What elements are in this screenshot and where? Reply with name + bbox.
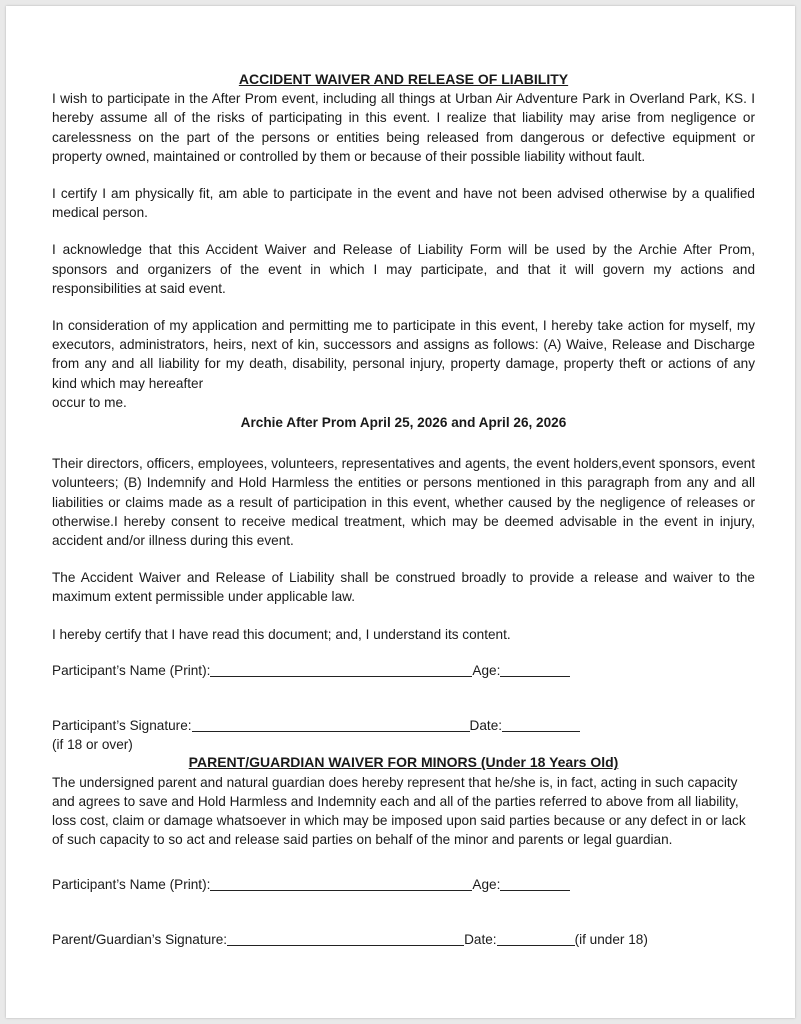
participant-date-label: Date: [469, 718, 503, 734]
document-content [52, 70, 755, 949]
participant-name-row [52, 661, 755, 680]
waiver-paragraph-certify: I hereby certify that I have read this document; and, I understand its content. [52, 626, 511, 642]
waiver-paragraph-construed: The Accident Waiver and Release of Liability shall be construed broadly to provide a release and waiver to the maximum extent permissible under applicable law. [52, 570, 755, 605]
waiver-paragraph-indemnify: Their directors, officers, employees, volunteers, representatives and agents, the event holders,event sponsors, event volunteers; (B) Indemnify and Hold Harmless the entities or persons mentioned in this paragraph from any and all liabilities or claims made as a result of participation in this event, whether caused by the negligence of releases or otherwise.I hereby consent to receive medical treatment, which may be deemed advisable in the event in injury, accident and/or illness during this event. [52, 456, 755, 549]
if-under-18-note: (if under 18) [574, 931, 648, 947]
waiver-paragraph-fitness: I certify I am physically fit, am able to participate in the event and have not been advised otherwise by a qualified medical person. [52, 186, 755, 221]
guardian-signature-label: Parent/Guardian’s Signature: [52, 931, 228, 947]
guardian-participant-name-row [52, 875, 755, 894]
participant-age-field[interactable] [500, 662, 570, 677]
waiver-paragraph-acknowledge: I acknowledge that this Accident Waiver and Release of Liability Form will be used by the Archie After Prom, sponsors and organizers of the event in which I may participate, and that it will govern my actions and responsibilities at said event. [52, 242, 755, 296]
participant-name-field[interactable] [210, 662, 472, 677]
participant-signature-label: Participant’s Signature: [52, 718, 192, 734]
waiver-paragraph-risks: I wish to participate in the After Prom event, including all things at Urban Air Adventure Park in Overland Park, KS. I hereby assume all of the risks of participating in this event. I realize that liability may arise from negligence or carelessness on the part of the persons or entities being released from dangerous or defective equipment or property owned, maintained or controlled by them or because of their possible liability without fault. [52, 91, 755, 164]
guardian-participant-name-label: Participant’s Name (Print): [52, 876, 211, 892]
guardian-title: PARENT/GUARDIAN WAIVER FOR MINORS (Under 18 Years Old) [188, 754, 619, 771]
guardian-date-field[interactable] [497, 931, 575, 946]
guardian-paragraph: The undersigned parent and natural guardian does hereby represent that he/she is, in fact, acting in such capacity and agrees to save and Hold Harmless and Indemnity each and all of the parties referred to above from all liability, loss cost, claim or damage whatsoever in which may be imposed upon said parties because or any defect in or lack of such capacity to so act and release said parties on behalf of the minor and parents or legal guardian. [52, 774, 746, 848]
guardian-participant-name-field[interactable] [210, 876, 472, 891]
document-page [6, 6, 795, 1018]
waiver-paragraph-consideration-tail: occur to me. [52, 394, 127, 410]
waiver-title: ACCIDENT WAIVER AND RELEASE OF LIABILITY [238, 71, 569, 87]
guardian-participant-age-label: Age: [472, 876, 501, 892]
participant-signature-row [52, 716, 755, 735]
guardian-signature-field[interactable] [227, 931, 464, 946]
participant-date-field[interactable] [502, 717, 580, 732]
guardian-participant-age-field[interactable] [500, 876, 570, 891]
if-18-or-over-note: (if 18 or over) [52, 737, 133, 753]
waiver-paragraph-consideration: In consideration of my application and permitting me to participate in this event, I hereby take action for myself, my executors, administrators, heirs, next of kin, successors and assigns as follows: (A) Waive, Release and Discharge from any and all liability for my death, disability, personal injury, property damage, property theft or actions of any kind which may hereafter [52, 318, 755, 391]
event-date-line: Archie After Prom April 25, 2026 and April 26, 2026 [240, 415, 567, 431]
guardian-date-label: Date: [464, 931, 497, 947]
guardian-signature-row [52, 930, 755, 949]
participant-name-label: Participant’s Name (Print): [52, 662, 211, 678]
participant-age-label: Age: [472, 662, 501, 678]
participant-signature-field[interactable] [192, 717, 470, 732]
